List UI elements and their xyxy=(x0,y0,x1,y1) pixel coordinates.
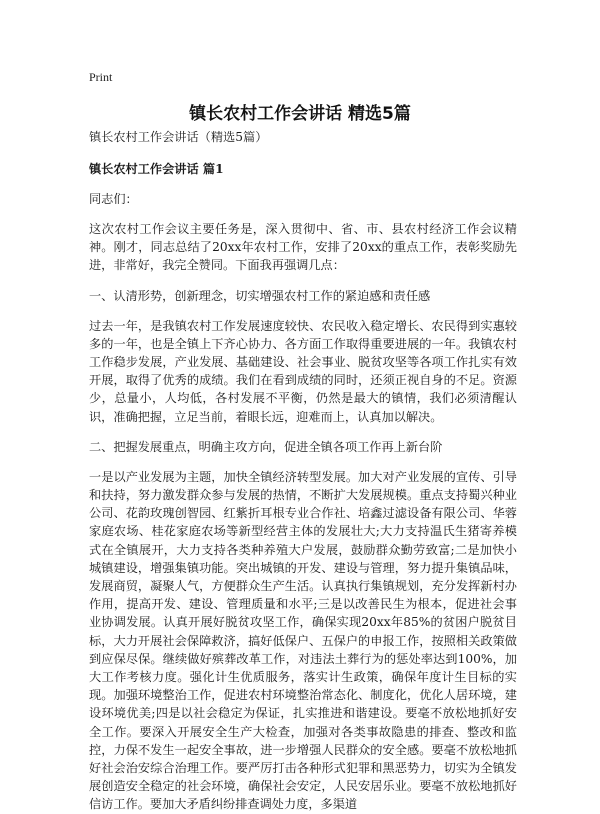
heading-1: 一、认清形势，创新理念，切实增强农村工作的紧迫感和责任感 xyxy=(89,288,431,303)
paragraph-2: 一是以产业发展为主题，加快全镇经济转型发展。加大对产业发展的宣传、引导和扶持，努力激发群众参与发展的热情，不断扩大发展规模。重点支持蜀兴种业公司、花韵玫瑰创智园、红紫折耳根专业合作社、培鑫过滤设备有限公司、华蓉家庭农场、桂花家庭农场等新型经营主体的发展壮大;大力支持温氏生猪寄养模式在全镇展开，大力支持各类种养殖大户发展，鼓励群众勤劳致富;二是加快小城镇建设，增强集镇功能。突出城镇的开发、建设与管理，努力提升集镇品味，发展商贸，凝聚人气，方便群众生产生活。认真执行集镇规划，充分发挥新村办作用，提高开发、建设、管理质量和水平;三是以改善民生为根本，促进社会事业协调发展。认真开展好脱贫攻坚工作，确保实现20xx年85%的贫困户脱贫目标，大力开展社会保障救济，搞好低保户、五保户的申报工作，按照相关政策做到应保尽保。继续做好殡葬改革工作，对违法土葬行为的惩处率达到100%，加大工作考核力度。强化计生优质服务，落实计生政策，确保年度计生目标的实现。加强环境整治工作，促进农村环境整治常态化、制度化，优化人居环境，建设环境优美;四是以社会稳定为保证，扎实推进和谐建设。要毫不放松地抓好安全工作。要深入开展安全生产大检查，加强对各类事故隐患的排查、整改和监控，力保不发生一起安全事故，进一步增强人民群众的安全感。要毫不放松地抓好社会治安综合治理工作。要严厉打击各种形式犯罪和黑恶势力，切实为全镇发展创造安全稳定的社会环境，确保社会安定，人民安居乐业。要毫不放松地抓好信访工作。要加大矛盾纠纷排查调处力度，多渠道 xyxy=(89,469,517,812)
document-body xyxy=(89,128,517,814)
heading-2: 二、把握发展重点，明确主攻方向，促进全镇各项工作再上新台阶 xyxy=(89,439,443,454)
greeting: 同志们： xyxy=(89,192,138,206)
print-label: Print xyxy=(89,70,113,84)
intro-paragraph: 这次农村工作会议主要任务是，深入贯彻中、省、市、县农村经济工作会议精神。刚才，同志总结了20xx年农村工作，安排了20xx的重点工作，表彰奖励先进，非常好，我完全赞同。下面我再强调几点： xyxy=(89,222,517,273)
section-title: 镇长农村工作会讲话 篇1 xyxy=(89,162,224,176)
document-title: 镇长农村工作会讲话 精选5篇 xyxy=(189,104,411,124)
paragraph-1: 过去一年，是我镇农村工作发展速度较快、农民收入稳定增长、农民得到实惠较多的一年，也是全镇上下齐心协力、各方面工作取得重要进展的一年。我镇农村工作稳步发展，产业发展、基础建设、社会事业、脱贫攻坚等各项工作扎实有效开展，取得了优秀的成绩。我们在看到成绩的同时，还须正视自身的不足。资源少，总量小，人均低，各村发展不平衡，仍然是最大的镇情，我们必须清醒认识，准确把握，立足当前，着眼长远，迎难而上，认真加以解决。 xyxy=(89,318,517,424)
document-subtitle: 镇长农村工作会讲话（精选5篇） xyxy=(89,130,268,144)
